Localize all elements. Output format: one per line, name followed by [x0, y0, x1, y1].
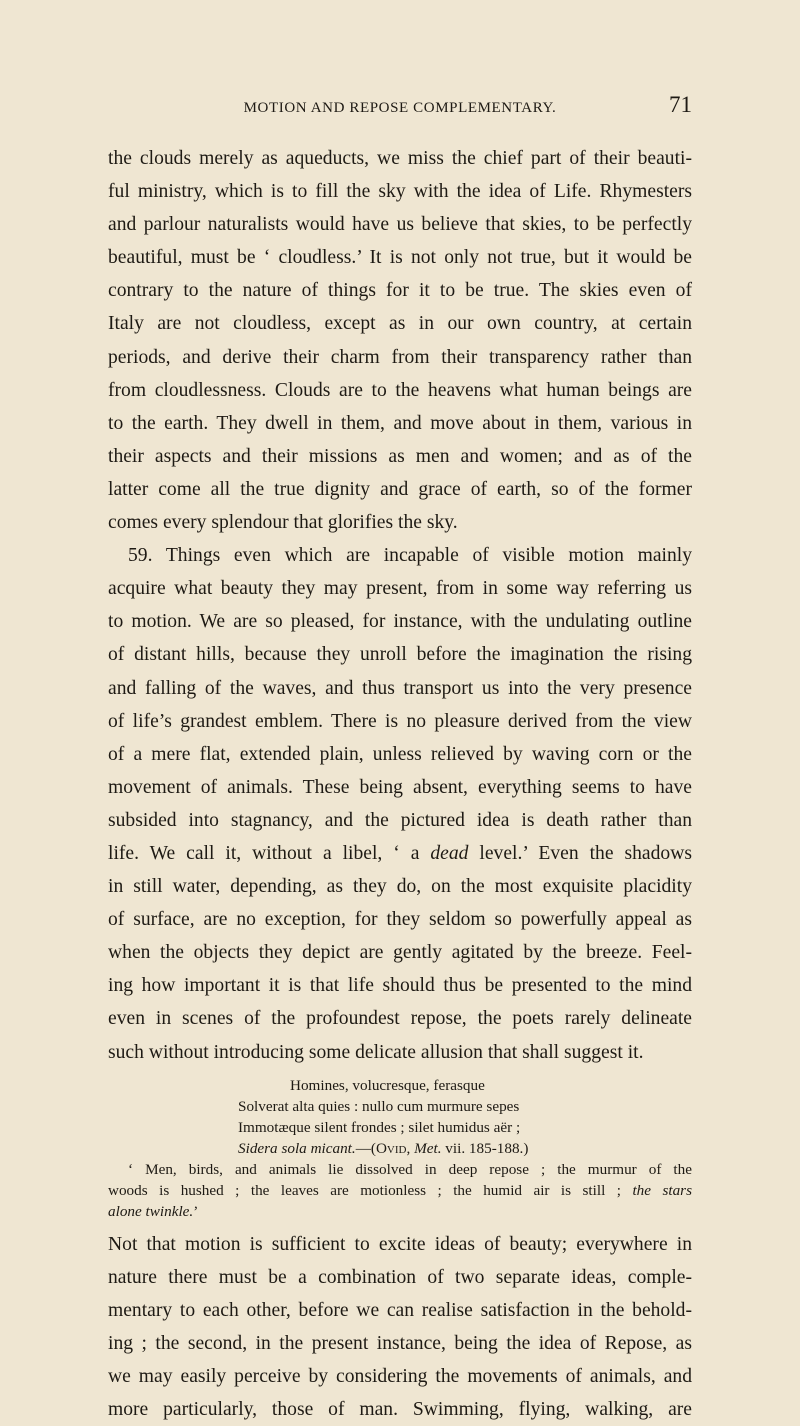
text-line: in still water, depending, as they do, on the most exquisite placidity — [108, 876, 692, 898]
text-line: 59. Things even which are incapable of visible motion mainly — [128, 545, 692, 567]
text-line: nature there must be a combination of two separate ideas, comple- — [108, 1266, 692, 1288]
text-line: periods, and derive their charm from their transparency rather than — [108, 346, 692, 368]
text-line: Not that motion is sufficient to excite ideas of beauty; everywhere in — [108, 1233, 692, 1255]
page-number: 71 — [669, 92, 692, 117]
text-line: and parlour naturalists would have us believe that skies, to be perfectly — [108, 214, 692, 236]
text-line: of surface, are no exception, for they seldom so powerfully appeal as — [108, 909, 692, 931]
text-line: of life’s grandest emblem. There is no pleasure derived from the view — [108, 710, 692, 732]
text-line: from cloudlessness. Clouds are to the heavens what human beings are — [108, 379, 692, 401]
paragraph-3 — [108, 1228, 692, 1426]
text-line: ful ministry, which is to fill the sky with the idea of Life. Rhymesters — [108, 181, 692, 203]
paragraph-59 — [108, 539, 692, 1069]
italic-quote: Sidera sola micant. — [238, 1139, 356, 1157]
text-line: more particularly, those of man. Swimming, flying, walking, are — [108, 1399, 692, 1421]
text-fragment: ’ — [193, 1202, 199, 1220]
text-line: when the objects they depict are gently agitated by the breeze. Feel- — [108, 942, 692, 964]
text-fragment: life. We call it, without a libel, ‘ a — [108, 842, 431, 864]
text-line: subsided into stagnancy, and the pictured idea is death rather than — [108, 809, 692, 831]
quote-line: Immotæque silent frondes ; silet humidus aër ; — [238, 1118, 521, 1136]
text-line: of distant hills, because they unroll before the imagination the rising — [108, 644, 692, 666]
italic-word: dead — [430, 842, 469, 864]
text-line: the clouds merely as aqueducts, we miss the chief part of their beauti- — [108, 148, 692, 169]
text-line: such without introducing some delicate allusion that shall suggest it. — [108, 1041, 644, 1063]
text-line: Italy are not cloudless, except as in our own country, at certain — [108, 313, 692, 335]
citation-prefix: —( — [355, 1139, 376, 1157]
paragraph-1 — [108, 142, 692, 539]
translation-line-mixed — [108, 1180, 692, 1201]
quote-line: Homines, volucresque, ferasque — [290, 1076, 485, 1094]
citation-work: Met. — [414, 1139, 442, 1157]
text-line: their aspects and their missions as men and women; and as of the — [108, 445, 692, 467]
running-head — [108, 92, 692, 122]
text-line: to motion. We are so pleased, for instance, with the undulating outline — [108, 611, 692, 633]
quote-citation-line: Sidera sola micant.—(Ovid, Met. vii. 185-188.) — [238, 1139, 529, 1157]
text-line: to the earth. They dwell in them, and move about in them, various in — [108, 412, 692, 434]
text-line: we may easily perceive by considering the movements of animals, and — [108, 1366, 692, 1387]
text-line: ing how important it is that life should thus be presented to the mind — [108, 975, 692, 997]
text-line: and falling of the waves, and thus transport us into the very presence — [108, 677, 692, 699]
text-line: contrary to the nature of things for it to be true. The skies even of — [108, 280, 692, 302]
running-title: MOTION AND REPOSE COMPLEMENTARY. — [243, 100, 557, 116]
text-line: latter come all the true dignity and grace of earth, so of the former — [108, 478, 692, 500]
latin-quotation — [108, 1075, 692, 1159]
text-line: comes every splendour that glorifies the sky. — [108, 512, 458, 534]
citation-author: Ovid — [375, 1139, 407, 1157]
text-line: beautiful, must be ‘ cloudless.’ It is not only not true, but it would be — [108, 247, 692, 269]
text-line: movement of animals. These being absent, everything seems to have — [108, 776, 692, 798]
italic-fragment: alone twinkle. — [108, 1202, 194, 1220]
citation-ref: vii. 185-188.) — [441, 1139, 529, 1157]
text-fragment: woods is hushed ; the leaves are motionless ; the humid air is still ; — [108, 1181, 633, 1199]
text-line: ing ; the second, in the present instance, being the idea of Repose, as — [108, 1332, 692, 1354]
text-line: of a mere flat, extended plain, unless relieved by waving corn or the — [108, 743, 692, 765]
body-text — [108, 142, 692, 1426]
translation — [108, 1159, 692, 1222]
text-line-mixed — [108, 837, 692, 870]
quote-line: Solverat alta quies : nullo cum murmure sepes — [238, 1097, 520, 1115]
translation-line-mixed — [108, 1201, 692, 1222]
text-line: mentary to each other, before we can realise satisfaction in the behold- — [108, 1299, 692, 1321]
translation-line: ‘ Men, birds, and animals lie dissolved in deep repose ; the murmur of the — [128, 1160, 692, 1178]
text-fragment: level.’ Even the shadows — [468, 842, 692, 864]
italic-fragment: the stars — [632, 1181, 692, 1199]
text-line: acquire what beauty they may present, from in some way referring us — [108, 578, 692, 600]
text-line: even in scenes of the profoundest repose, the poets rarely delineate — [108, 1008, 692, 1030]
